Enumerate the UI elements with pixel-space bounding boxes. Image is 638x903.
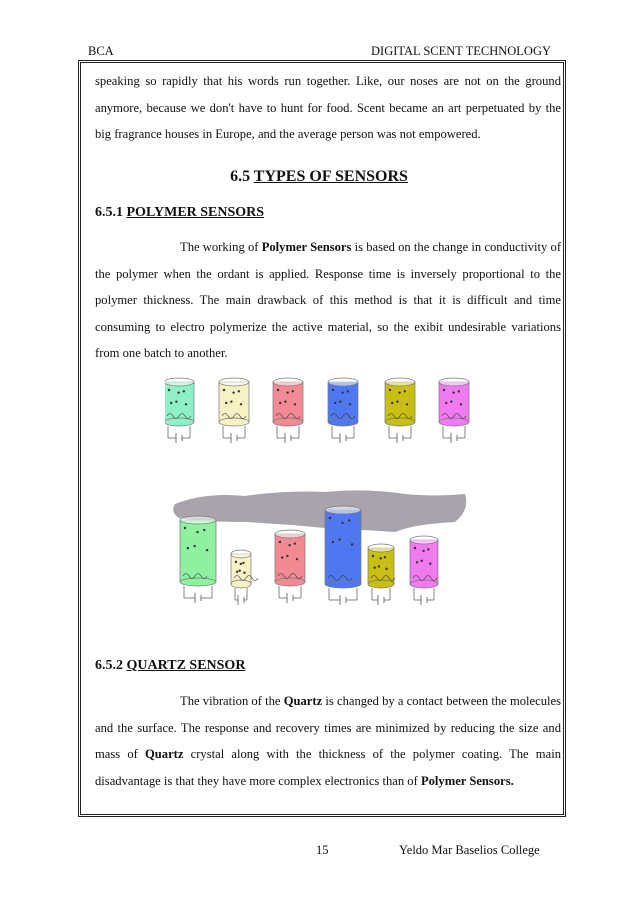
sensor-bottom-2 — [231, 550, 258, 605]
quartz-paragraph — [95, 688, 561, 794]
polymer-text-1: The working of — [180, 240, 259, 254]
sensor-top-1 — [165, 378, 194, 443]
sensor-bottom-1 — [180, 516, 216, 603]
quartz-bold-3: Polymer Sensors. — [420, 773, 514, 788]
quartz-number: 6.5.2 — [95, 658, 123, 673]
section-number: 6.5 — [230, 168, 251, 185]
polymer-number: 6.5.1 — [95, 205, 123, 220]
section-heading — [0, 168, 638, 186]
quartz-bold-2: Quartz — [145, 747, 184, 762]
header-left: BCA — [88, 44, 114, 58]
polymer-text-bold: Polymer Sensors — [261, 240, 352, 254]
polymer-paragraph — [95, 234, 561, 367]
page-number: 15 — [316, 843, 329, 857]
polymer-heading — [95, 205, 264, 221]
polymer-sensor-figure — [165, 372, 475, 622]
intro-text: speaking so rapidly that his words run together. Like, our noses are not on the ground anymore, because we don't have to hunt for food. Scent became an art perpetuated by the big fragrance houses in Europe, and the average person was not empowered. — [95, 74, 561, 142]
quartz-text-3: crystal along with the thickness of the polymer coating. The main disadvantage is that they have more complex electronics than of — [95, 747, 561, 788]
intro-paragraph — [95, 68, 561, 148]
quartz-text-1: The vibration of the — [180, 694, 281, 708]
quartz-bold-1: Quartz — [283, 694, 323, 708]
odor-cloud — [173, 490, 466, 532]
sensor-bottom-4 — [325, 506, 361, 605]
polymer-title: POLYMER SENSORS — [126, 205, 265, 220]
sensor-top-6 — [439, 378, 469, 443]
footer-college: Yeldo Mar Baselios College — [399, 843, 540, 857]
sensor-bottom-5 — [368, 544, 395, 605]
sensor-bottom-3 — [275, 530, 305, 603]
polymer-text-2: is based on the change in conductivity of the polymer when the ordant is applied. Response time is inversely proportional to the polymer thickness. The main drawback of this method is that it is difficult and time consuming to electro polymerize the active material, so the exibit undesirable variations from one batch to another. — [95, 240, 562, 361]
sensor-top-5 — [385, 378, 415, 443]
quartz-title: QUARTZ SENSOR — [126, 658, 246, 673]
sensor-top-2 — [219, 378, 249, 443]
sensor-bottom-6 — [410, 536, 438, 605]
section-title: TYPES OF SENSORS — [253, 168, 408, 185]
sensor-top-4 — [328, 378, 358, 443]
header-right: DIGITAL SCENT TECHNOLOGY — [371, 44, 552, 58]
quartz-heading — [95, 658, 245, 674]
sensor-top-3 — [273, 378, 303, 443]
quartz-text-2: is changed by a contact between the molecules and the surface. The response and recovery times are minimized by reducing the size and mass of — [95, 694, 562, 762]
